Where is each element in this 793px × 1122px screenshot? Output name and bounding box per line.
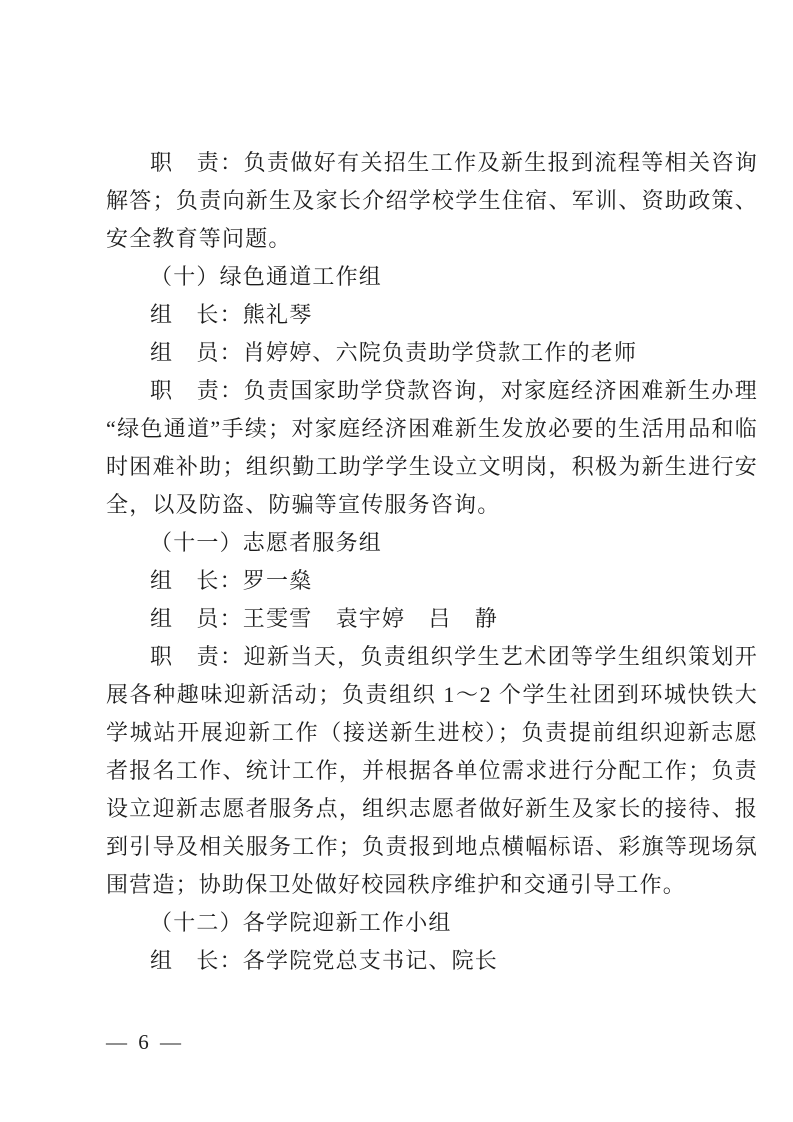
heading-section-10: （十）绿色通道工作组 [150, 264, 383, 289]
heading-section-12: （十二）各学院迎新工作小组 [150, 910, 452, 935]
line-group-11-members: 组 员：王雯雪 袁宇婷 吕 静 [150, 606, 499, 631]
document-body [106, 144, 758, 980]
heading-section-11: （十一）志愿者服务组 [150, 530, 383, 555]
line-group-12-leader: 组 长：各学院党总支书记、院长 [150, 948, 499, 973]
line-group-11-leader: 组 长：罗一燊 [150, 568, 313, 593]
page-number: — 6 — [106, 1030, 184, 1054]
para-group-11-duties: 职 责：迎新当天，负责组织学生艺术团等学生组织策划开展各种趣味迎新活动；负责组织 1～2 个学生社团到环城快铁大学城站开展迎新工作（接送新生进校）；负责提前组织迎新志愿者报名工作、统计工作，并根据各单位需求进行分配工作；负责设立迎新志愿者服务点，组织志愿者做好新生及家长的接待、报到引导及相关服务工作；负责报到地点横幅标语、彩旗等现场氛围营造；协助保卫处做好校园秩序维护和交通引导工作。 [106, 644, 758, 897]
line-group-10-leader: 组 长：熊礼琴 [150, 302, 313, 327]
line-group-10-members: 组 员：肖婷婷、六院负责助学贷款工作的老师 [150, 340, 638, 365]
para-duties-admissions: 职 责：负责做好有关招生工作及新生报到流程等相关咨询解答；负责向新生及家长介绍学校学生住宿、军训、资助政策、安全教育等问题。 [106, 150, 758, 251]
para-group-10-duties: 职 责：负责国家助学贷款咨询，对家庭经济困难新生办理“绿色通道”手续；对家庭经济困难新生发放必要的生活用品和临时困难补助；组织勤工助学学生设立文明岗，积极为新生进行安全，以及防盗、防骗等宣传服务咨询。 [106, 378, 758, 517]
